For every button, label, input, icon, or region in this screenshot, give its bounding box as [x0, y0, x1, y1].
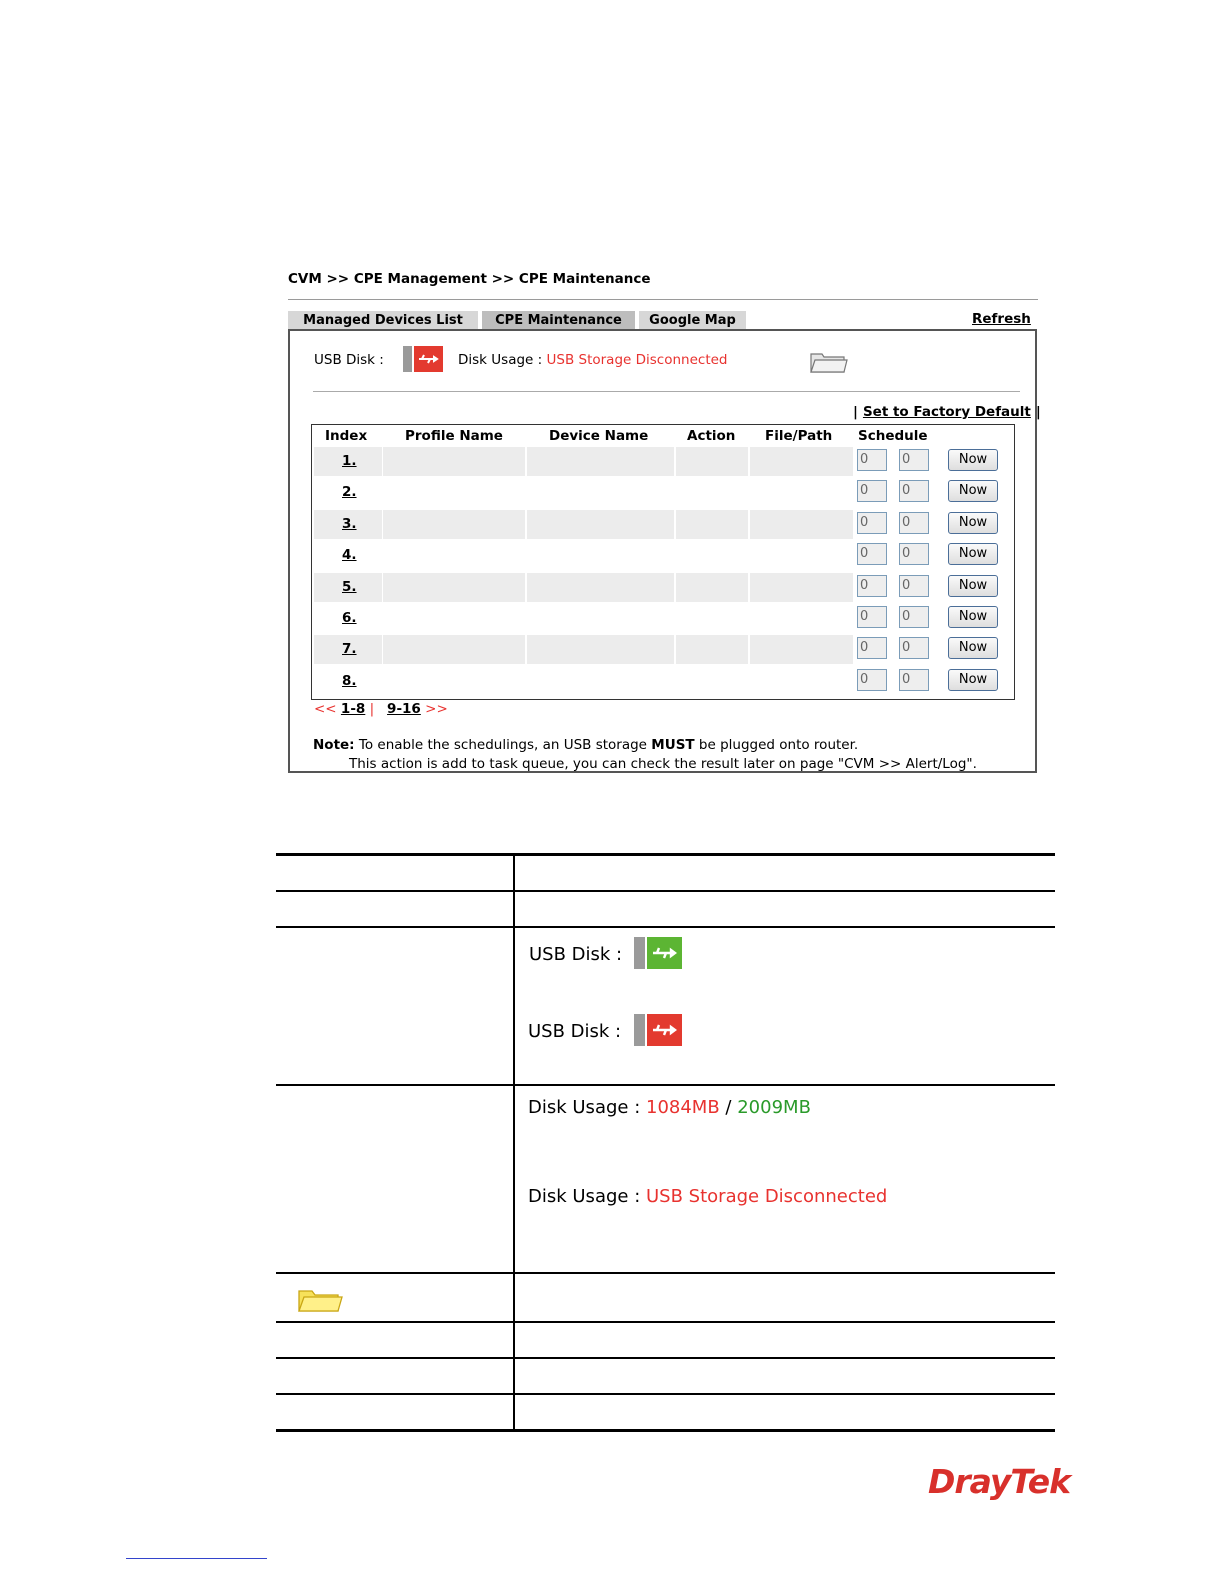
table-cell: [527, 478, 674, 507]
now-button[interactable]: Now: [948, 637, 998, 659]
table-cell: [383, 447, 525, 476]
usb-connected-example: USB Disk :: [529, 944, 623, 965]
table-rule: [276, 1321, 1055, 1323]
table-row: [314, 447, 1011, 476]
panel-divider: [313, 391, 1020, 392]
now-button[interactable]: Now: [948, 606, 998, 628]
table-cell: [750, 447, 853, 476]
profile-index-link[interactable]: 6.: [342, 610, 357, 626]
schedule-hour-input[interactable]: 0: [857, 512, 887, 534]
table-row: [314, 541, 1011, 570]
table-rule: [276, 1272, 1055, 1274]
pagination: << 1-8 | 9-16 >>: [314, 701, 448, 717]
table-cell: [527, 541, 674, 570]
table-cell: [676, 635, 748, 664]
table-cell: [383, 604, 525, 633]
table-cell: [383, 478, 525, 507]
tab-cpe-maintenance[interactable]: CPE Maintenance: [482, 311, 635, 330]
table-row: [314, 510, 1011, 539]
table-cell: [676, 667, 748, 696]
column-header-index: Index: [325, 428, 368, 444]
table-cell: [527, 635, 674, 664]
table-cell: [750, 667, 853, 696]
profile-index-link[interactable]: 3.: [342, 515, 357, 532]
tab-bar: [288, 311, 746, 330]
table-rule: [276, 890, 1055, 892]
table-rule: [276, 926, 1055, 928]
usb-disk-label: USB Disk :: [314, 352, 384, 368]
table-cell: [750, 604, 853, 633]
now-button[interactable]: Now: [948, 449, 998, 471]
profile-table: [311, 424, 1015, 700]
tab-managed-devices-list[interactable]: Managed Devices List: [303, 313, 463, 328]
schedule-minute-input[interactable]: 0: [899, 543, 929, 565]
table-row: [314, 478, 1011, 507]
table-rule: [276, 1084, 1055, 1086]
table-cell: [750, 478, 853, 507]
schedule-minute-input[interactable]: 0: [899, 669, 929, 691]
now-button[interactable]: Now: [948, 575, 998, 597]
set-to-factory-default-link[interactable]: Set to Factory Default: [862, 404, 1031, 420]
disk-usage-label: Disk Usage : USB Storage Disconnected: [458, 352, 728, 368]
table-cell: [750, 541, 853, 570]
usb-disconnected-example: USB Disk :: [528, 1021, 622, 1042]
profile-index-link[interactable]: 2.: [342, 484, 357, 501]
table-rule: [276, 1357, 1055, 1359]
now-button[interactable]: Now: [948, 669, 998, 691]
schedule-minute-input[interactable]: 0: [899, 637, 929, 659]
table-column-divider: [513, 856, 515, 1430]
table-row: [314, 667, 1011, 696]
table-cell: [527, 667, 674, 696]
table-cell: [750, 510, 853, 539]
disk-usage-status: USB Storage Disconnected: [546, 352, 728, 368]
profile-index-link[interactable]: 8.: [342, 672, 357, 689]
schedule-minute-input[interactable]: 0: [899, 449, 929, 471]
table-row: [314, 604, 1011, 633]
table-cell: [676, 510, 748, 539]
table-cell: [383, 667, 525, 696]
schedule-hour-input[interactable]: 0: [857, 480, 887, 502]
schedule-minute-input[interactable]: 0: [899, 606, 929, 628]
folder-yellow-icon: [296, 1285, 344, 1313]
now-button[interactable]: Now: [948, 512, 998, 534]
schedule-minute-input[interactable]: 0: [899, 512, 929, 534]
column-header-device-name: Device Name: [549, 428, 649, 444]
table-cell: [676, 447, 748, 476]
refresh-link[interactable]: Refresh: [972, 311, 1031, 327]
column-header-action: Action: [687, 428, 736, 444]
table-cell: [527, 510, 674, 539]
table-cell: [383, 541, 525, 570]
profile-index-link[interactable]: 4.: [342, 547, 357, 564]
table-cell: [527, 447, 674, 476]
schedule-hour-input[interactable]: 0: [857, 637, 887, 659]
table-cell: [676, 478, 748, 507]
now-button[interactable]: Now: [948, 543, 998, 565]
table-cell: [676, 604, 748, 633]
table-cell: [383, 573, 525, 602]
table-cell: [676, 573, 748, 602]
column-header-profile-name: Profile Name: [405, 428, 503, 444]
footer-rule: [126, 1558, 267, 1559]
schedule-minute-input[interactable]: 0: [899, 575, 929, 597]
profile-index-link[interactable]: 1.: [342, 453, 357, 469]
factory-default-bar: | Set to Factory Default |: [853, 404, 1041, 420]
schedule-hour-input[interactable]: 0: [857, 449, 887, 471]
breadcrumb: CVM >> CPE Management >> CPE Maintenance: [288, 271, 651, 287]
table-row: [314, 635, 1011, 664]
usb-disconnected-icon-large: [634, 1014, 682, 1046]
usb-disconnected-icon: [403, 346, 443, 372]
column-header-file-path: File/Path: [765, 428, 833, 444]
table-top-rule: [276, 853, 1055, 856]
page-link-9-16[interactable]: 9-16: [387, 701, 421, 717]
tab-google-map[interactable]: Google Map: [649, 313, 736, 328]
table-cell: [527, 604, 674, 633]
breadcrumb-divider: [288, 299, 1038, 300]
page-link-1-8[interactable]: 1-8: [340, 701, 366, 717]
schedule-minute-input[interactable]: 0: [899, 480, 929, 502]
schedule-hour-input[interactable]: 0: [857, 606, 887, 628]
schedule-hour-input[interactable]: 0: [857, 669, 887, 691]
draytek-logo: DrayTek: [928, 1462, 1071, 1501]
profile-index-link[interactable]: 7.: [342, 641, 357, 658]
table-cell: [383, 510, 525, 539]
table-rule: [276, 1393, 1055, 1395]
table-cell: [383, 635, 525, 664]
usb-status-row: [314, 346, 1014, 374]
profile-index-link[interactable]: 5.: [342, 578, 357, 595]
schedule-hour-input[interactable]: 0: [857, 575, 887, 597]
table-cell: [750, 635, 853, 664]
table-row: [314, 573, 1011, 602]
disk-usage-connected-example: Disk Usage : 1084MB / 2009MB: [528, 1097, 811, 1118]
disk-usage-disconnected-example: Disk Usage : USB Storage Disconnected: [528, 1186, 888, 1207]
folder-icon[interactable]: [808, 348, 848, 374]
now-button[interactable]: Now: [948, 480, 998, 502]
table-cell: [527, 573, 674, 602]
table-bottom-rule: [276, 1429, 1055, 1432]
table-cell: [750, 573, 853, 602]
table-cell: [676, 541, 748, 570]
usb-connected-icon: [634, 937, 682, 969]
column-header-schedule: Schedule: [858, 428, 928, 444]
schedule-hour-input[interactable]: 0: [857, 543, 887, 565]
note-text: Note: To enable the schedulings, an USB storage MUST be plugged onto router. This action is add to task queue, you can check the result later on page "CVM >> Alert/Log".: [313, 737, 977, 772]
